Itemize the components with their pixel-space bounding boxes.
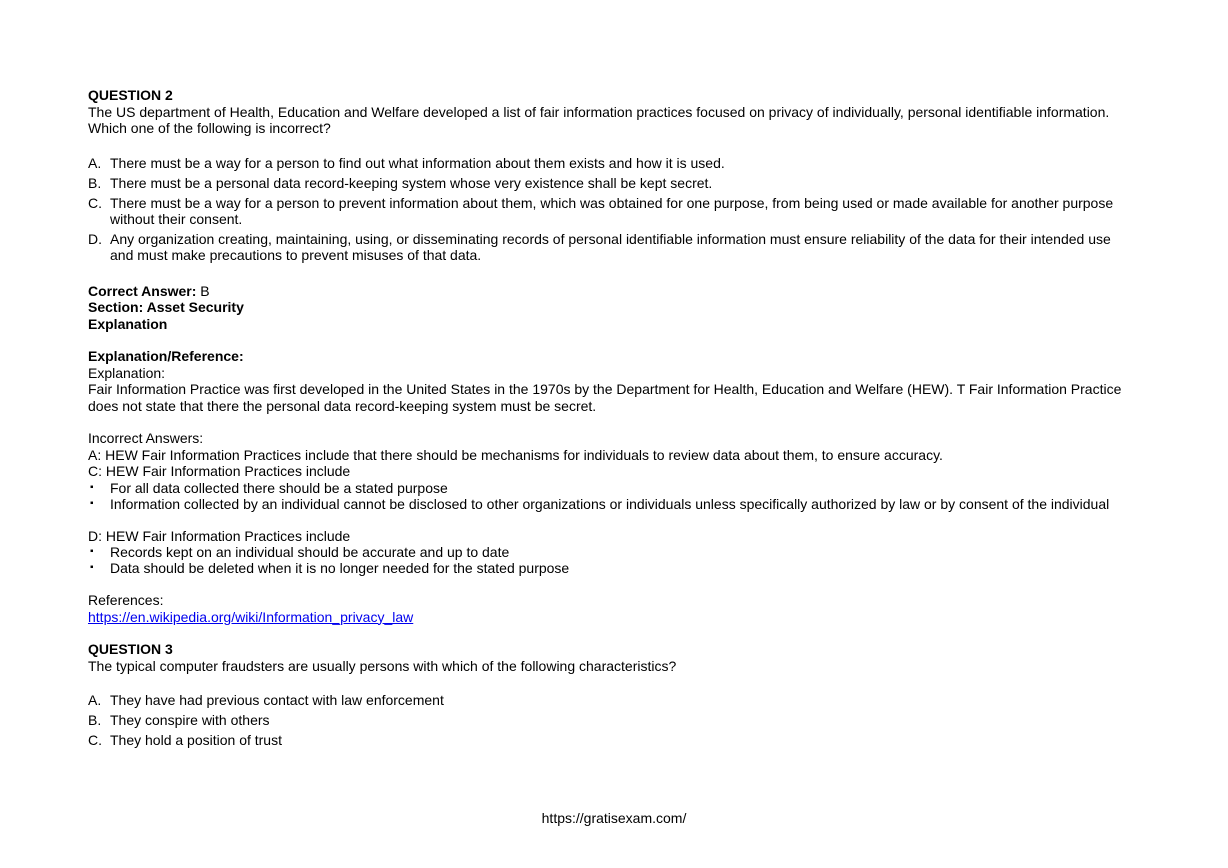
- option-b: B. They conspire with others: [88, 712, 270, 728]
- correct-answer: Correct Answer: B: [88, 282, 210, 299]
- list-item: ▪ Records kept on an individual should be accurate and up to date: [88, 544, 1128, 560]
- list-item: ▪ Data should be deleted when it is no longer needed for the stated purpose: [88, 560, 1128, 576]
- question-3-text: The typical computer fraudsters are usually persons with which of the following characteristics?: [88, 657, 677, 674]
- question-2-options: [88, 155, 1128, 263]
- list-item: ▪ Information collected by an individual cannot be disclosed to other organizations or individuals unless specifically authorized by law or by consent of the individual: [88, 496, 1128, 512]
- option-a: A. They have had previous contact with law enforcement: [88, 692, 444, 708]
- incorrect-d-bullets: [88, 544, 1128, 576]
- question-2-text: The US department of Health, Education and Welfare developed a list of fair information practices focused on privacy of individually, personal identifiable information. Which one of the following is incorrect?: [88, 103, 1110, 136]
- question-2-title: QUESTION 2: [88, 87, 173, 103]
- option-d: D. Any organization creating, maintaining, using, or disseminating records of personal identifiable information must ensure reliability of the data for their intended use and must make precautions to prevent misuses of that data.: [88, 230, 1111, 263]
- question-3-options: [88, 692, 1128, 748]
- incorrect-c-bullets: [88, 480, 1128, 512]
- document-page: [88, 87, 1128, 752]
- option-c: C. There must be a way for a person to prevent information about them, which was obtained for one purpose, from being used or made available for another purpose without their consent.: [88, 194, 1114, 227]
- incorrect-c: C: HEW Fair Information Practices include: [88, 463, 351, 479]
- incorrect-answers-label: Incorrect Answers:: [88, 430, 204, 446]
- explanation-text: Fair Information Practice was first developed in the United States in the 1970s by the Department for Health, Education and Welfare (HEW). T Fair Information Practice does not state that there the personal data record-keeping system must be secret.: [88, 381, 1122, 414]
- explanation-label: Explanation:: [88, 364, 166, 381]
- option-b: B. There must be a personal data record-keeping system whose very existence shall be kept secret.: [88, 174, 713, 191]
- incorrect-d: D: HEW Fair Information Practices include: [88, 527, 351, 544]
- references-label: References:: [88, 592, 164, 608]
- section-label: Section: Asset Security: [88, 299, 244, 315]
- incorrect-a: A: HEW Fair Information Practices include that there should be mechanisms for individuals to review data about them, to ensure accuracy.: [88, 446, 943, 463]
- reference-link[interactable]: https://en.wikipedia.org/wiki/Information_privacy_law: [88, 608, 414, 625]
- page-footer: https://gratisexam.com/: [541, 810, 687, 826]
- option-c: C. They hold a position of trust: [88, 732, 282, 748]
- explanation-heading: Explanation: [88, 315, 168, 332]
- question-3-title: QUESTION 3: [88, 641, 173, 657]
- option-a: A. There must be a way for a person to find out what information about them exists and how it is used.: [88, 154, 725, 171]
- explanation-reference-heading: Explanation/Reference:: [88, 348, 244, 364]
- list-item: ▪ For all data collected there should be a stated purpose: [88, 480, 1128, 496]
